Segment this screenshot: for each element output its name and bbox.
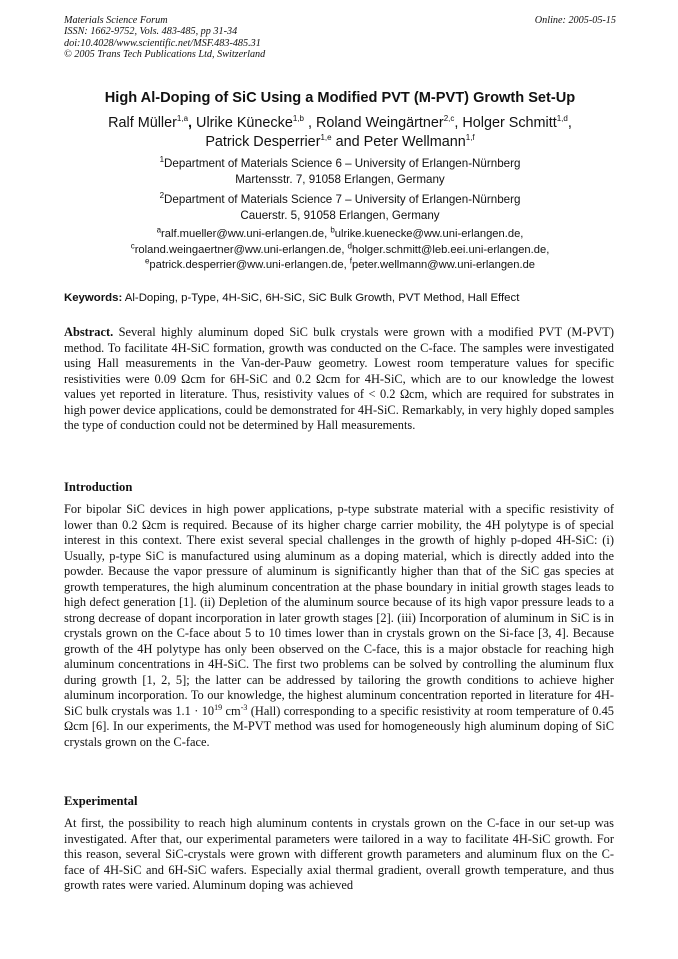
email-marker: c (130, 240, 135, 250)
email-a[interactable]: ralf.mueller@ww.uni-erlangen.de, (161, 228, 328, 240)
author-affil: 1,b (292, 114, 304, 124)
intro-text-1: For bipolar SiC devices in high power applications, p-type substrate material with a specific resistivity of lower than 0.2 Ωcm is required. Because of its higher charge carrier mobility, the 4H polytype is of special interest in this context. There exist several special challenges in the growth of highly p-doped 4H-SiC: (i) Usually, p-type SiC is manufactured using aluminum as a doping material, which is directly added into the powder. Because the vapor pressure of aluminum is significantly higher than that of the SiC gas species at growth temperatures, the high aluminum concentration at the phase boundary in initial growth stages leads to high defect generation [1]. (ii) Depletion of the aluminum source because of its high vapor pressure leads to a strong decrease of dopant incorporation in later growth stages [2]. (iii) Incorporation of aluminum in SiC is in crystals grown on the C-face about 5 to 10 times lower than in crystals grown on the Si-face [3, 4]. Because growth of the 4H polytype has only been observed on the C-face, this is a major obstacle for reaching high aluminum concentrations in 4H-SiC. The first two problems can be solved by controlling the aluminum flux during growth [1, 2, 5]; the latter can be addressed by tailoring the growth conditions to achieve higher aluminum incorporation. To our knowledge, the highest aluminum concentration reported in literature for 4H-SiC bulk crystals was 1.1 · 10 (64, 502, 614, 718)
introduction-paragraph (64, 502, 614, 750)
experimental-heading: Experimental (64, 794, 138, 808)
author-name: Patrick Desperrier (205, 134, 321, 150)
affiliation-number: 1 (159, 155, 165, 165)
author-affil: 1,e (320, 133, 332, 143)
author-list (40, 114, 640, 152)
issn-line: ISSN: 1662-9752, Vols. 483-485, pp 31-34 (64, 26, 238, 38)
author-affil: 2,c (443, 114, 455, 124)
abstract-text: Several highly aluminum doped SiC bulk crystals were grown with a modified PVT (M-PVT) method. To facilitate 4H-SiC formation, growth was conducted on the C-face. The samples were investigated using Hall measurements in the Van-der-Pauw geometry. Lowest room temperature values for specific resistivities were 0.09 Ωcm for 6H-SiC and 0.2 Ωcm for 4H-SiC, which are to our knowledge the lowest values yet reported in literature. Thus, resistivity values of < 0.2 Ωcm, which are required for substrates in high power device applications, could be demonstrated for 4H-SiC. Remarkably, in very highly doped samples the type of conduction could not be determined by Hall measurements. (64, 325, 614, 432)
email-f[interactable]: peter.wellmann@ww.uni-erlangen.de (352, 259, 536, 271)
copyright-line: © 2005 Trans Tech Publications Ltd, Switzerland (64, 49, 266, 61)
author-separator: , (188, 115, 197, 131)
journal-header (64, 15, 616, 61)
author-affil: 1,d (556, 114, 568, 124)
author-affil: 1,f (465, 133, 475, 143)
intro-exponent-1: 19 (214, 702, 223, 712)
email-e[interactable]: patrick.desperrier@ww.uni-erlangen.de, (149, 259, 347, 271)
introduction-heading: Introduction (64, 480, 133, 494)
abstract-label: Abstract. (64, 325, 114, 339)
online-date: Online: 2005-05-15 (534, 15, 616, 26)
author-affil: 1,a (176, 114, 189, 124)
affiliation-number: 2 (159, 191, 165, 201)
email-c[interactable]: roland.weingaertner@ww.uni-erlangen.de, (134, 243, 345, 256)
keywords (64, 292, 624, 304)
affiliation-address: Martensstr. 7, 91058 Erlangen, Germany (235, 173, 445, 186)
author-separator: , (567, 115, 572, 131)
experimental-paragraph: At first, the possibility to reach high aluminum contents in crystals grown on the C-face in our set-up was investigated. After that, our experimental parameters were tailored in a way to facilitate 4H-SiC growth. For this reason, several SiC-crystals were grown with different growth parameters and aluminum flux on the C-face of 4H-SiC and 6H-SiC wafers. Especially axial thermal gradient, overall growth temperature, and thus growth rates were varied. Aluminum doping was achieved (64, 816, 614, 892)
affiliation-dept: Department of Materials Science 6 – University of Erlangen-Nürnberg (164, 157, 521, 170)
intro-text-2: cm (222, 703, 241, 718)
affiliation-dept: Department of Materials Science 7 – University of Erlangen-Nürnberg (164, 193, 521, 206)
intro-exponent-2: -3 (240, 702, 248, 712)
abstract (64, 325, 614, 434)
affiliation-address: Cauerstr. 5, 91058 Erlangen, Germany (240, 209, 440, 222)
affiliation-1 (40, 156, 640, 188)
email-marker: d (347, 240, 352, 250)
author-name: Roland Weingärtner (315, 115, 444, 131)
email-marker: b (330, 225, 335, 235)
email-list (40, 227, 640, 274)
author-separator: and (331, 134, 364, 150)
keywords-label: Keywords: (64, 292, 123, 304)
email-marker: a (156, 225, 162, 235)
email-b[interactable]: ulrike.kuenecke@ww.uni-erlangen.de, (334, 228, 524, 240)
journal-name: Materials Science Forum (64, 15, 168, 26)
author-separator: , (454, 115, 463, 131)
author-name: Ralf Müller (108, 115, 177, 131)
author-separator: , (303, 115, 316, 131)
keywords-text: Al-Doping, p-Type, 4H-SiC, 6H-SiC, SiC Bulk Growth, PVT Method, Hall Effect (124, 292, 520, 304)
author-name: Peter Wellmann (363, 134, 466, 150)
paper-title: High Al-Doping of SiC Using a Modified PVT (M-PVT) Growth Set-Up (104, 90, 576, 106)
email-d[interactable]: holger.schmitt@leb.eei.uni-erlangen.de, (352, 243, 550, 256)
email-marker: f (349, 256, 353, 266)
intro-text-3: (Hall) corresponding to a specific resistivity at room temperature of 0.45 Ωcm [6]. In our experiments, the M-PVT method was used for homogeneously high aluminum doping of SiC crystals grown on the C-face. (64, 703, 614, 749)
email-marker: e (144, 256, 150, 266)
doi-line[interactable]: doi:10.4028/www.scientific.net/MSF.483-485.31 (64, 37, 261, 49)
author-name: Holger Schmitt (462, 115, 557, 131)
affiliation-2 (40, 192, 640, 224)
author-name: Ulrike Künecke (196, 115, 293, 131)
